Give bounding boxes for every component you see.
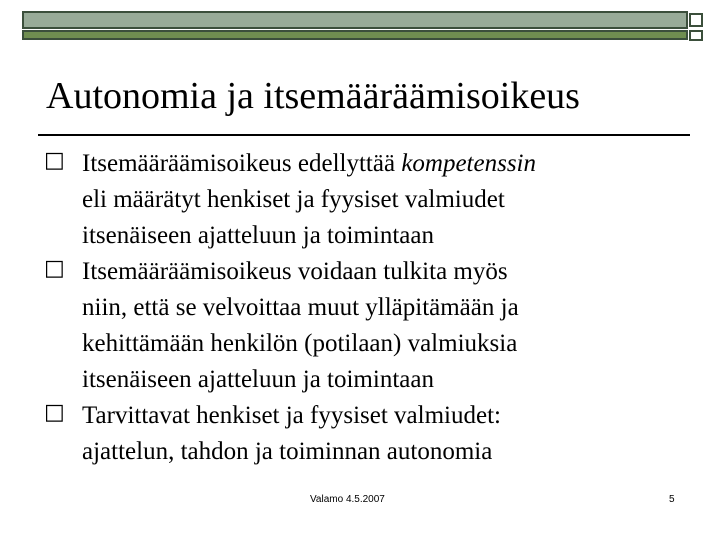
bullet-line: eli määrätyt henkiset ja fyysiset valmiudet <box>82 186 505 213</box>
header-bar-bottom <box>22 30 688 40</box>
bullet-item-2 <box>44 254 684 398</box>
bullet-line: kehittämään henkilön (potilaan) valmiuksia <box>82 330 518 357</box>
emphasis-text: kompetenssin <box>401 150 537 177</box>
bullet-line: Itsemääräämisoikeus voidaan tulkita myös <box>82 258 508 285</box>
page-number: 5 <box>669 494 675 505</box>
bullet-line: Itsemääräämisoikeus edellyttää kompetenssin <box>82 150 537 177</box>
title-divider <box>38 134 690 136</box>
bullet-line: itsenäiseen ajatteluun ja toimintaan <box>82 366 434 393</box>
hollow-square-bullet-icon: □ <box>44 256 65 281</box>
header-square-top <box>689 13 703 27</box>
bullet-line: ajattelun, tahdon ja toiminnan autonomia <box>82 438 493 465</box>
bullet-line: niin, että se velvoittaa muut ylläpitämään ja <box>82 294 519 321</box>
header-bar-top <box>22 11 688 29</box>
bullet-item-1 <box>44 146 684 254</box>
bullet-item-3 <box>44 398 684 470</box>
bullet-line: Tarvittavat henkiset ja fyysiset valmiudet: <box>82 402 501 429</box>
slide-title: Autonomia ja itsemääräämisoikeus <box>46 75 580 117</box>
footer-text: Valamo 4.5.2007 <box>310 494 385 505</box>
hollow-square-bullet-icon: □ <box>44 148 65 173</box>
bullet-list <box>44 146 684 470</box>
hollow-square-bullet-icon: □ <box>44 400 65 425</box>
bullet-line: itsenäiseen ajatteluun ja toimintaan <box>82 222 434 249</box>
header-square-bottom <box>689 30 703 41</box>
